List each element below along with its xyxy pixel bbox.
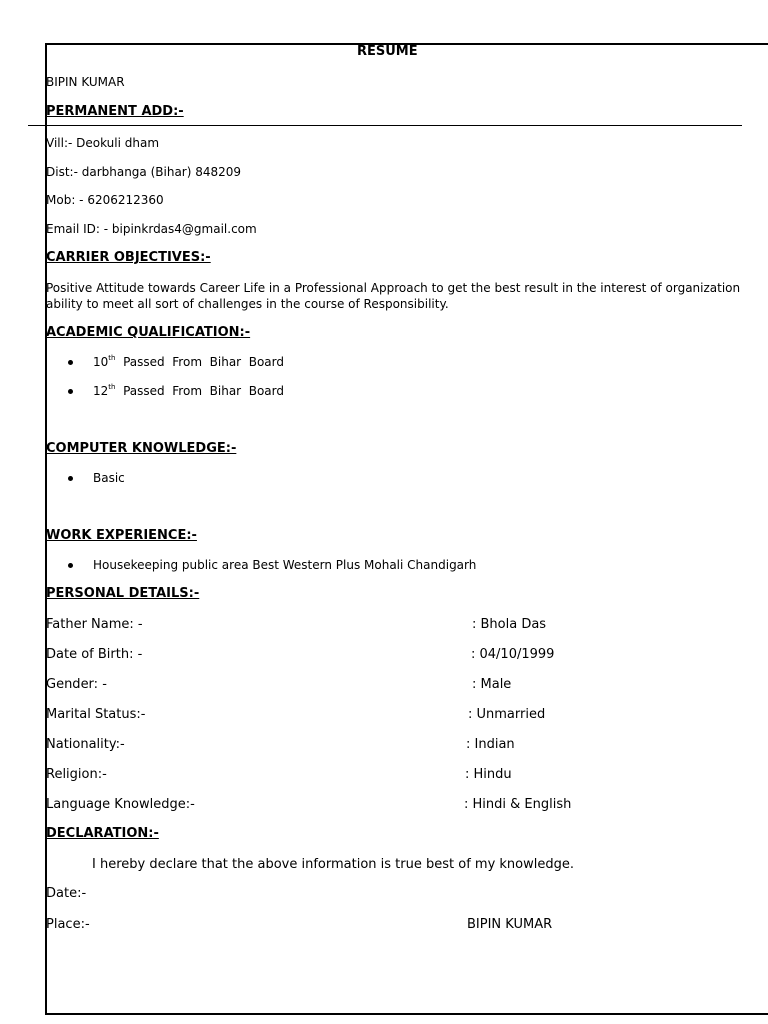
personal-value: : Bhola Das bbox=[472, 617, 547, 632]
personal-value: : Unmarried bbox=[468, 707, 546, 722]
page-border-bottom bbox=[46, 1013, 768, 1015]
personal-label: Nationality:- bbox=[46, 737, 125, 752]
academic-item: 10th Passed From Bihar Board bbox=[93, 354, 284, 369]
address-dist: Dist:- darbhanga (Bihar) 848209 bbox=[46, 165, 242, 179]
personal-value: : 04/10/1999 bbox=[471, 647, 555, 662]
declaration-text: I hereby declare that the above information is true best of my knowledge. bbox=[92, 857, 574, 872]
bullet-icon bbox=[68, 360, 73, 365]
personal-label: Date of Birth: - bbox=[46, 647, 143, 662]
personal-value: : Hindu bbox=[465, 767, 512, 782]
objective-line-1: Positive Attitude towards Career Life in a Professional Approach to get the best result in the interest of organization bbox=[46, 281, 741, 295]
objective-line-2: ability to meet all sort of challenges in the course of Responsibility. bbox=[46, 297, 449, 311]
personal-label: Religion:- bbox=[46, 767, 107, 782]
bullet-icon bbox=[68, 389, 73, 394]
objective-heading: CARRIER OBJECTIVES:- bbox=[46, 250, 211, 265]
personal-label: Father Name: - bbox=[46, 617, 143, 632]
declaration-place: Place:- bbox=[46, 917, 90, 932]
personal-value: : Male bbox=[472, 677, 512, 692]
bullet-icon bbox=[68, 563, 73, 568]
resume-title: RESUME bbox=[357, 44, 418, 59]
personal-label: Language Knowledge:- bbox=[46, 797, 195, 812]
academic-item: 12th Passed From Bihar Board bbox=[93, 383, 284, 398]
header-divider bbox=[28, 125, 742, 126]
work-item: Housekeeping public area Best Western Plus Mohali Chandigarh bbox=[93, 558, 477, 572]
declaration-date: Date:- bbox=[46, 886, 87, 901]
address-mobile: Mob: - 6206212360 bbox=[46, 193, 164, 207]
bullet-icon bbox=[68, 476, 73, 481]
declaration-heading: DECLARATION:- bbox=[46, 826, 159, 841]
signature-name: BIPIN KUMAR bbox=[467, 917, 553, 932]
work-heading: WORK EXPERIENCE:- bbox=[46, 528, 197, 543]
address-vill: Vill:- Deokuli dham bbox=[46, 136, 160, 150]
computer-item: Basic bbox=[93, 471, 125, 485]
address-heading: PERMANENT ADD:- bbox=[46, 104, 184, 119]
personal-label: Gender: - bbox=[46, 677, 107, 692]
address-email: Email ID: - bipinkrdas4@gmail.com bbox=[46, 222, 257, 236]
personal-label: Marital Status:- bbox=[46, 707, 146, 722]
personal-heading: PERSONAL DETAILS:- bbox=[46, 586, 200, 601]
personal-value: : Indian bbox=[466, 737, 515, 752]
computer-heading: COMPUTER KNOWLEDGE:- bbox=[46, 441, 237, 456]
candidate-name: BIPIN KUMAR bbox=[46, 75, 125, 89]
personal-value: : Hindi & English bbox=[464, 797, 572, 812]
academic-heading: ACADEMIC QUALIFICATION:- bbox=[46, 325, 251, 340]
